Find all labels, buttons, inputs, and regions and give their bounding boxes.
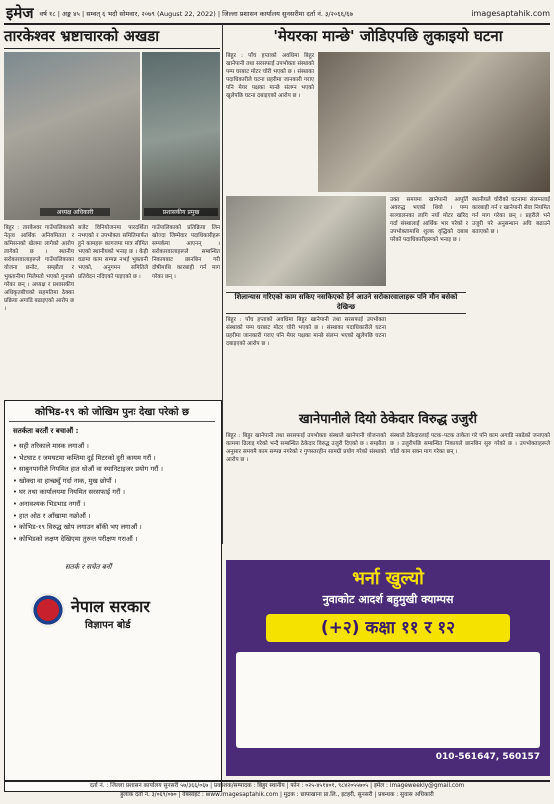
footer-line-2: हुलाक दर्ता नं. ३/०६९/०७० | वेबसाइट : www.imagesaptahik.com | मुद्रक : छापाखाना प्रा.लि., इटहरी, सुनसरी | प्रबन्धक : सुवास अधिकारी <box>120 792 434 798</box>
covid-guideline-item: • कोभिड-१९ विरुद्ध खोप लगाउन बाँकी भए लगाऔं । <box>13 522 213 534</box>
left-story-text-3: गाउँपालिकाको प्रतिक्रिया लिन खोज्दा जिम्मेवार पदाधिकारीहरू सम्पर्कमा आएनन् । सरोकारवालाहरूले सम्बन्धित निकायबाट छानबिन गरी दोषीमाथि कारबाही गर्न माग गरेका छन् । <box>152 225 220 280</box>
photo-caption-2: प्रशासकीय प्रमुख <box>144 208 218 216</box>
left-story-col-3 <box>152 224 220 394</box>
left-story-text-2: बजेट विनियोजनमा पारदर्शिता नभएको र उपभोक्ता समितिमार्फत हुने कामहरू कागजमा मात्र सीमित भएको स्थानीयको भनाइ छ । केही वडामा काम सम्पन्न नभई भुक्तानी भएको, अनुगमन समितिले प्रतिवेदन नदिएको पाइएको छ । <box>78 225 148 280</box>
campus-admission-ad <box>226 560 550 776</box>
footer-line-1: दर्ता नं. : जिल्ला प्रशासन कार्यालय सुनसरी ५७/३६६/०६७ | प्रकाशक/सम्पादक : बिहुर स्थानीय | फोन : ०२५-४५१४०१, ९८४२०५५७०५ | इमेल : imageweekly@gmail.com <box>89 783 465 789</box>
website-link[interactable]: imagesaptahik.com <box>471 8 550 18</box>
sub-story-headline: खानेपानीले दियो ठेकेदार विरुद्ध उजुरी <box>299 412 477 427</box>
photo-caption-1: अध्यक्ष अधिकारी <box>40 208 110 216</box>
right-story-col-1 <box>226 52 314 192</box>
right-story-text-3: स्थानीयले चोरीको घटनामा संलग्नलाई कारबाही गर्न र खानेपानी सेवा नियमित गर्न माग गरेका छन् । प्रहरीले भने उजुरी परे अनुसन्धान अघि बढाउने बताएको छ । <box>472 197 550 236</box>
ad-phone[interactable]: 010-561647, 560157 <box>435 752 540 762</box>
left-story-col-2 <box>78 224 148 394</box>
gov-title: नेपाल सरकार <box>71 597 150 616</box>
covid-guideline-item: • भेटघाट र जमघटमा कम्तिमा दुई मिटरको दुरी कायम गरौं । <box>13 453 213 465</box>
covid-advisory-box <box>4 400 222 792</box>
right-story-text-1: बिहुर : पाँच हप्ताको अवधिमा बिहुर खानेपानी तथा सरसफाई उपभोक्ता संस्थाको पम्प घरबाट मोटर चोरी भएको छ । संस्थाका पदाधिकारीले घटना प्रहरीमा जानकारी गराए पनि मेयर पक्षका मान्छे संलग्न भएको खुलेपछि घटना दबाइएको आरोप छ । <box>226 53 314 100</box>
right-story-text-2: उक्त समयमा खानेपानी आपूर्ति अवरुद्ध भएको थियो । पम्प सञ्चालनका लागि नयाँ मोटर खरिद गर्दा संस्थालाई आर्थिक भार परेको र उपभोक्तामाथि शुल्क वृद्धिको दबाब परेको पदाधिकारीहरूको भनाइ छ । <box>390 197 468 244</box>
politician-photo-1 <box>4 52 140 220</box>
masthead-name: इमेज <box>6 4 34 22</box>
stolen-motor-photo-2 <box>226 196 386 286</box>
ad-details-panel <box>236 652 540 748</box>
left-story-text-1: बिहुर : तारकेश्वर गाउँपालिकाको नेतृत्व आर्थिक अनियमितता र कमिसनको खेलमा लागेको आरोप लागेको छ । स्थानीय सरोकारवालाहरूले गाउँपालिकाका योजना छनोट, सम्झौता र भुक्तानीमा मिलेमतो भएको गुनासो गरेका छन् । अध्यक्ष र प्रशासकीय अधिकृतबीचको सहमतिमा ठेक्का प्रक्रिया अगाडि बढाइएको आरोप छ । <box>4 225 74 312</box>
issue-info: वर्ष १८ | अङ्क ४५ | सम्वत् ६ भदौ सोमवार, २०७९ (August 22, 2022) | जिल्ला प्रशासन कार्यालय सुनसरीमा दर्ता नं. ३/२०६६/६७ <box>39 9 354 18</box>
covid-closing: सतर्क र सचेत बनौं <box>65 563 112 571</box>
right-story-col-3 <box>472 196 550 292</box>
gov-dept: विज्ञापन बोर्ड <box>85 620 131 631</box>
left-story-col-1 <box>4 224 74 394</box>
left-story-headline: तारकेश्वर भ्रष्टाचारको अखडा <box>4 24 220 49</box>
sub-story-text-2: संस्थाले ठेकेदारलाई पटक–पटक ताकेता गरे पनि काम अगाडि नबढेको जनाएको छ । उजुरीपछि सम्बन्धित निकायले छानबिन सुरु गरेको छ । उपभोक्ताहरूले चाँडो काम सक्न माग गरेका छन् । <box>390 433 550 456</box>
stolen-motor-photo-1 <box>318 52 550 192</box>
footer <box>4 780 550 804</box>
masthead-bar <box>4 3 550 25</box>
covid-guidelines-list <box>13 441 213 545</box>
ad-school-name: नुवाकोट आदर्श बहुमुखी क्याम्पस <box>322 593 454 606</box>
nepal-emblem-icon <box>31 593 65 627</box>
covid-intro: सतर्कता बरतौं र बचाऔं : <box>13 427 79 435</box>
covid-guideline-item: • सही तरिकाले मास्क लगाऔं । <box>13 441 213 453</box>
column-divider <box>222 24 223 544</box>
covid-guideline-item: • हात ओठ र आँखामा नछोऔं । <box>13 511 213 523</box>
sub-story-col-1 <box>226 432 386 556</box>
covid-guideline-item: • कोभिडको लक्षण देखिएमा तुरुन्त परीक्षण गराऔं । <box>13 534 213 546</box>
covid-guideline-item: • घर तथा कार्यालयमा नियमित सरसफाई गरौं । <box>13 487 213 499</box>
covid-title: कोभिड-१९ को जोखिम पुनः देखा परेको छ <box>9 405 215 422</box>
sub-story-col-2 <box>390 432 550 556</box>
covid-guideline-item: • साबुनपानीले नियमित हात धोऔं वा स्यानिटाइजर प्रयोग गरौं । <box>13 464 213 476</box>
sub-story-text-1: बिहुर : बिहुर खानेपानी तथा सरसफाई उपभोक्ता संस्थाले खानेपानी योजनाको काममा ढिलाइ गरेको भन्दै सम्बन्धित ठेकेदार विरुद्ध उजुरी दिएको छ । सम्झौता अनुसार समयमै काम सम्पन्न नगरेको र गुणस्तरहीन सामग्री प्रयोग गरेको संस्थाको आरोप छ । <box>226 433 386 464</box>
pull-quote: शिलान्यास गरिएको काम सकिए नसकिएको हेर्न आउने सरोकारवालाहरू पनि मौन बसेको देखिन्छ <box>226 292 466 314</box>
politician-photo-2 <box>142 52 220 220</box>
covid-guideline-item: • अनावश्यक भिडभाड नगरौं । <box>13 499 213 511</box>
right-story-col-2 <box>390 196 468 292</box>
right-story-body-lower <box>226 316 386 406</box>
right-story-text-4: बिहुर : पाँच हप्ताको अवधिमा बिहुर खानेपानी तथा सरसफाई उपभोक्ता संस्थाको पम्प घरबाट मोटर चोरी भएको छ । संस्थाका पदाधिकारीले घटना प्रहरीमा जानकारी गराए पनि मेयर पक्षका मान्छे संलग्न भएको खुलेपछि घटना दबाइएको आरोप छ । <box>226 317 386 348</box>
ad-heading: भर्ना खुल्यो <box>352 568 424 589</box>
ad-program: (+२) कक्षा ११ र १२ <box>266 614 510 642</box>
right-story-headline: 'मेयरका मान्छे' जोडिएपछि लुकाइयो घटना <box>273 27 503 45</box>
covid-guideline-item: • खोक्दा वा हाच्छ्युँ गर्दा नाक, मुख छोपौं । <box>13 476 213 488</box>
